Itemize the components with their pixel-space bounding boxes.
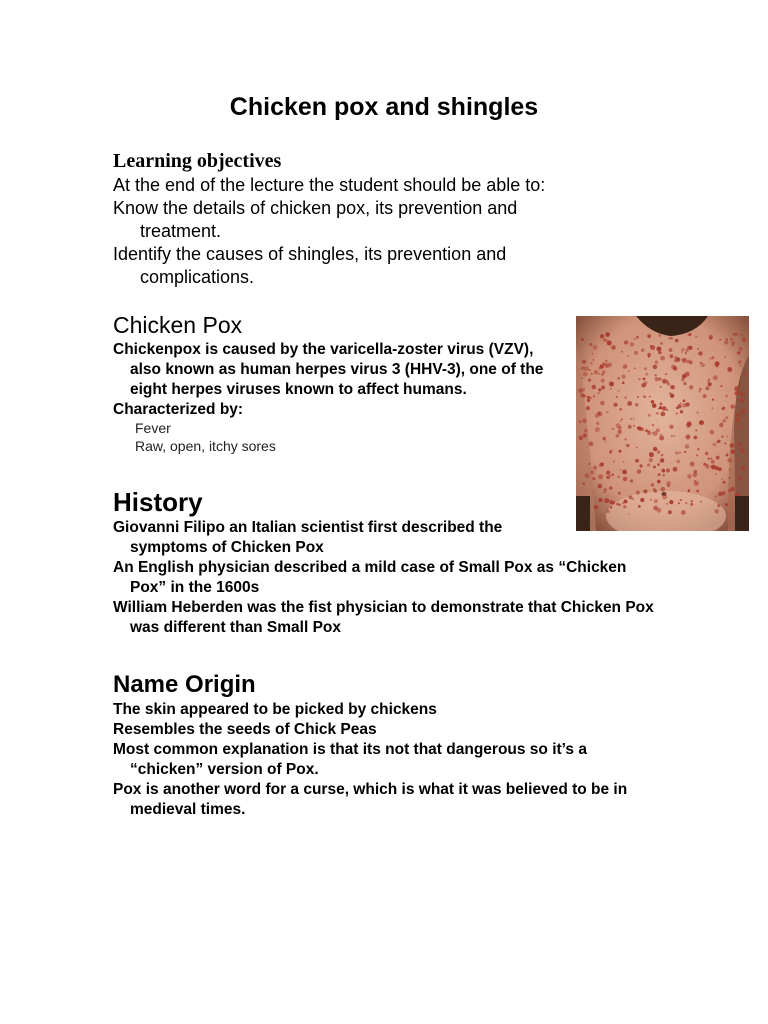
name-origin-list — [113, 700, 673, 820]
history-item: An English physician described a mild case of Small Pox as “Chicken Pox” in the 1600s — [113, 559, 627, 596]
learning-objective-item: At the end of the lecture the student should be able to: — [113, 175, 546, 195]
chicken-pox-list — [113, 340, 573, 420]
history-heading: History — [113, 487, 203, 517]
history-item: William Heberden was the fist physician to demonstrate that Chicken Pox was different than Small Pox — [113, 599, 654, 636]
chicken-pox-heading: Chicken Pox — [113, 312, 243, 338]
symptom-list — [135, 419, 276, 455]
learning-objective-item: Know the details of chicken pox, its prevention and treatment. — [113, 198, 518, 241]
learning-objectives-heading: Learning objectives — [113, 150, 282, 172]
symptom-item: Fever — [135, 420, 171, 436]
name-origin-item: The skin appeared to be picked by chickens — [113, 701, 437, 718]
history-item: Giovanni Filipo an Italian scientist first described the symptoms of Chicken Pox — [113, 519, 503, 556]
name-origin-item: Pox is another word for a curse, which is what it was believed to be in medieval times. — [113, 781, 628, 818]
symptom-item: Raw, open, itchy sores — [135, 438, 276, 454]
learning-objective-item: Identify the causes of shingles, its prevention and complications. — [113, 244, 507, 287]
chicken-pox-item: Characterized by: — [113, 401, 244, 418]
name-origin-item: Resembles the seeds of Chick Peas — [113, 721, 377, 738]
rash-photo-graphic — [576, 316, 749, 531]
name-origin-heading: Name Origin — [113, 671, 256, 698]
chicken-pox-rash-photo — [576, 316, 749, 531]
chicken-pox-item: Chickenpox is caused by the varicella-zoster virus (VZV), also known as human herpes virus 3 (HHV-3), one of the eight herpes viruses known to affect humans. — [113, 341, 544, 398]
learning-objectives-list — [113, 174, 613, 289]
name-origin-item: Most common explanation is that its not that dangerous so it’s a “chicken” version of Pox. — [113, 741, 587, 778]
history-list — [113, 518, 673, 638]
page-title: Chicken pox and shingles — [229, 93, 539, 121]
